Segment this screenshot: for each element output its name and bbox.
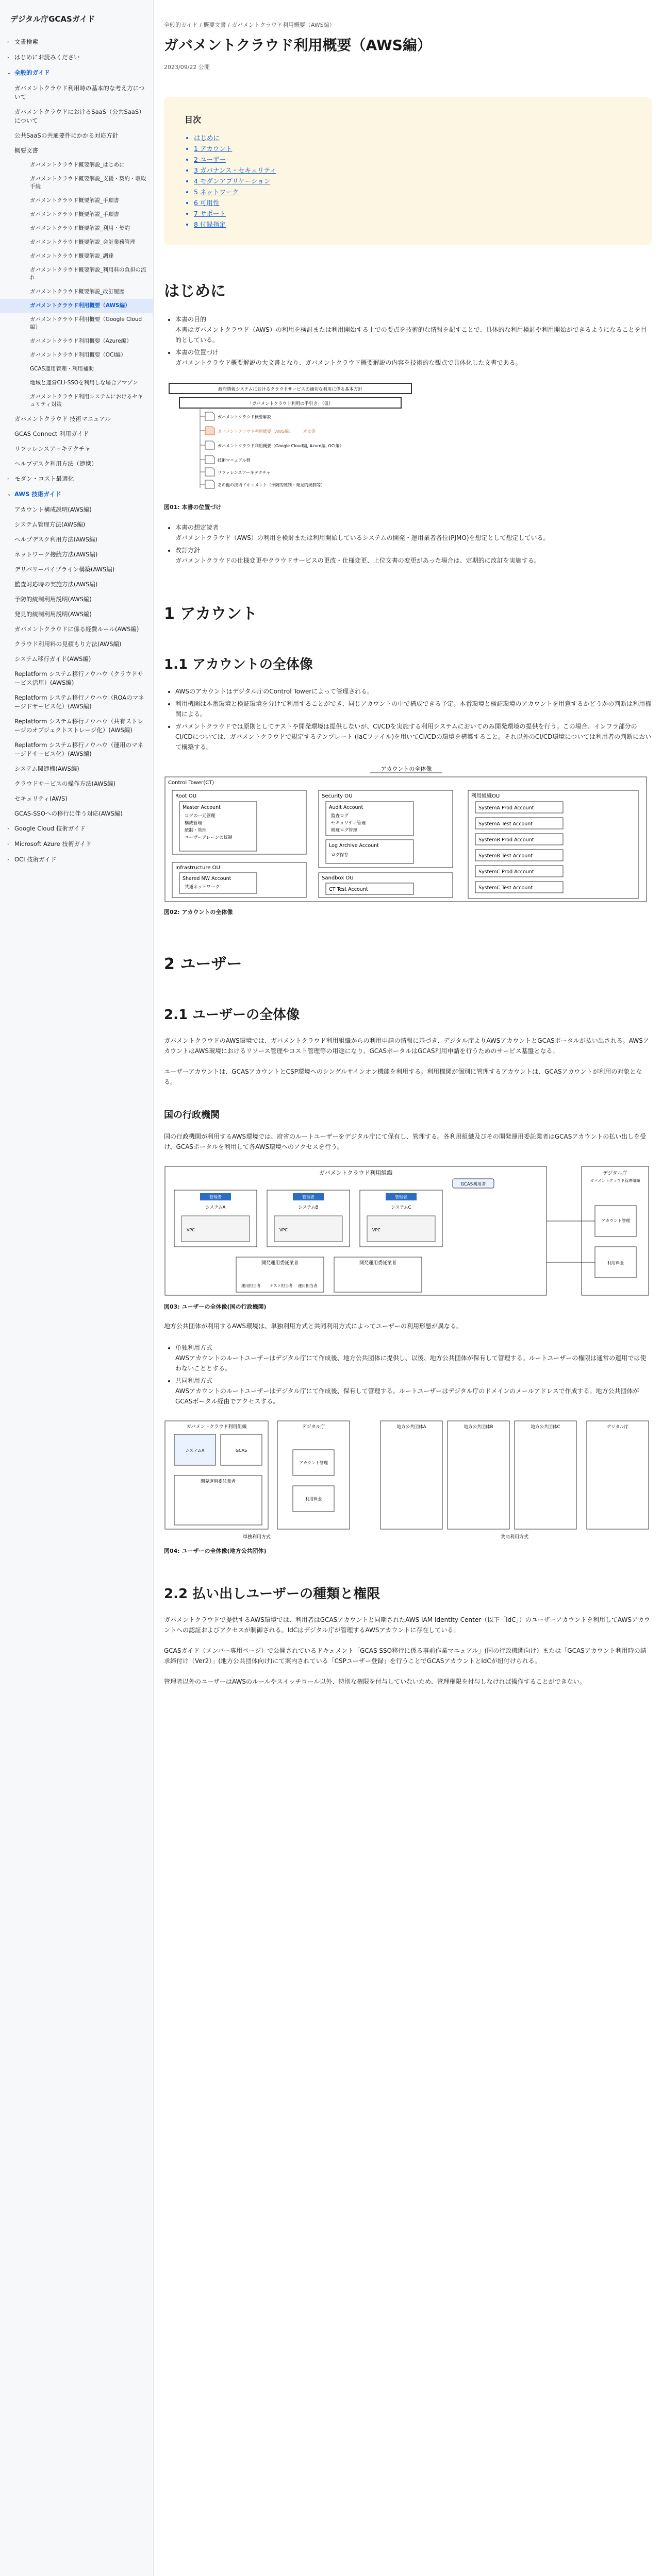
sidebar-item-label: ガバメントクラウド概要解説_会計業務管理 — [30, 239, 136, 245]
sidebar — [0, 0, 154, 2576]
svg-text:Shared NW Account: Shared NW Account — [183, 876, 231, 882]
bullet-title: 共同利用方式 — [175, 1377, 213, 1384]
chevron-down-icon: ⌄ — [7, 71, 11, 76]
admin-label: 管理者 — [302, 1195, 315, 1199]
bullet-desc: ガバメントクラウドの仕様変更やクラウドサービスの更改・仕様変更、上位文書の変更があった場合は、定期的に改訂を実施する。 — [175, 557, 540, 564]
toc-link[interactable]: • 1 アカウント — [194, 143, 631, 154]
user-gov-diagram — [164, 1164, 652, 1298]
sidebar-item-label: ガバメントクラウド概要解説_支援・契約・収取手続 — [30, 176, 146, 190]
chevron-right-icon: › — [7, 857, 9, 862]
figure-user-gov — [164, 1164, 652, 1298]
sidebar-item-label: GCAS-SSOへの移行に伴う対応(AWS編) — [14, 810, 123, 817]
sidebar-item[interactable] — [0, 592, 153, 607]
figure-caption: 図02: アカウントの全体像 — [164, 909, 233, 916]
svg-text:GCAS: GCAS — [235, 1448, 247, 1453]
paragraph: ユーザーアカウントは、GCASアカウントとCSP環境へのシングルサインオン機能を利用する。利用機関が個別に管理するアカウントは、GCASアカウントが利用の対象となる。 — [164, 1068, 642, 1086]
this-doc-marker: 本文書 — [303, 429, 316, 434]
paragraph: ガバメントクラウドのAWS環境では、ガバメントクラウド利用組織からの利用申請の情報に基づき、デジタル庁よりAWSアカウントとGCASポータルが払い出される。AWSアカウントはAWS環境におけるリソース管理やコスト管理等の用途になり、GCASポータルはGCAS利用申請を行うためのサービス基盤となる。 — [164, 1037, 649, 1055]
sidebar-item[interactable] — [0, 376, 153, 390]
sidebar-item[interactable] — [0, 35, 153, 50]
sidebar-item[interactable] — [0, 637, 153, 652]
sidebar-item[interactable] — [0, 456, 153, 471]
svg-text:アカウント管理: アカウント管理 — [601, 1218, 630, 1223]
svg-text:利用料金: 利用料金 — [607, 1261, 624, 1265]
sidebar-item[interactable] — [0, 348, 153, 362]
toc-link[interactable]: • 2 ユーザー — [194, 154, 631, 165]
toc-link[interactable]: • 7 サポート — [194, 208, 631, 219]
svg-text:Security OU: Security OU — [322, 793, 353, 799]
sidebar-item[interactable] — [0, 313, 153, 334]
sidebar-item-label: Replatform システム移行ノウハウ（運用のマネージドサービス化）(AWS編) — [14, 741, 143, 757]
sidebar-item[interactable] — [0, 263, 153, 285]
system-account-label: SystemC Test Account — [478, 885, 533, 891]
gov-heading: 国の行政機関 — [164, 1110, 220, 1121]
sidebar-item[interactable] — [0, 622, 153, 637]
sidebar-item[interactable] — [0, 776, 153, 791]
svg-text:地方公共団体C: 地方公共団体C — [531, 1425, 560, 1430]
admin-label: 管理者 — [395, 1195, 407, 1199]
sidebar-item-label: ガバメントクラウド概要解説_利用料の負担の流れ — [30, 267, 146, 281]
sidebar-item[interactable] — [0, 235, 153, 249]
svg-text:開発運用委託業者: 開発運用委託業者 — [359, 1261, 397, 1266]
svg-text:共通ネットワーク: 共通ネットワーク — [185, 885, 220, 890]
sidebar-item[interactable] — [0, 652, 153, 667]
list-item — [175, 522, 652, 543]
breadcrumb-separator: / — [227, 22, 232, 28]
sidebar-item[interactable] — [0, 105, 153, 128]
publish-date: 2023/09/22 公開 — [164, 64, 210, 71]
table-of-contents — [164, 97, 652, 245]
breadcrumb-current: ガバメントクラウド利用概要（AWS編） — [231, 22, 335, 28]
vendor-roles — [241, 1283, 318, 1288]
sidebar-item-label: クラウドサービスの操作方法(AWS編) — [14, 780, 115, 787]
sidebar-item-label: システム移行ガイド(AWS編) — [14, 655, 91, 663]
svg-text:地方公共団体B: 地方公共団体B — [464, 1425, 493, 1430]
sidebar-item[interactable] — [0, 487, 153, 502]
svg-text:デジタル庁: デジタル庁 — [603, 1171, 627, 1176]
sidebar-item-label: Google Cloud 技術ガイド — [14, 825, 86, 832]
sidebar-item-label: 発見的統制利用説明(AWS編) — [14, 611, 92, 618]
sidebar-item-label: システム管理方法(AWS編) — [14, 521, 86, 528]
system-account-label: SystemB Prod Account — [478, 837, 534, 843]
bullet-desc: 本書はガバメントクラウド（AWS）の利用を検討または利用開始する上での要点を技術的な情報を記すことで、具体的な利用検討や利用開始ができるようになることを目的としている。 — [175, 326, 647, 344]
role-label: 運用担当者 — [241, 1283, 261, 1288]
sidebar-item-label: ガバメントクラウド概要解説_調達 — [30, 253, 114, 259]
sidebar-item-label: GCAS運用管理・利用補助 — [30, 366, 94, 372]
svg-text:Master Account: Master Account — [183, 805, 221, 810]
svg-text:開発運用委託業者: 開発運用委託業者 — [200, 1479, 236, 1484]
sidebar-item[interactable] — [0, 222, 153, 235]
main-content — [164, 0, 652, 1687]
sidebar-item[interactable] — [0, 761, 153, 776]
sidebar-item-label: ガバメントクラウドにおけるSaaS（公共SaaS）について — [14, 108, 145, 124]
paragraph: 国の行政機関が利用するAWS環境では、府省のルートユーザーをデジタル庁にて保有し、管理する。各利用組織及びその開発運用委託業者はGCASアカウントの払い出しを受け、GCASポータルを利用して各AWS環境へのアクセスを行う。 — [164, 1133, 647, 1150]
figure-caption: 図03: ユーザーの全体像(国の行政機関) — [164, 1303, 267, 1310]
sidebar-item-label: 概要文書 — [14, 147, 38, 154]
site-title[interactable]: デジタル庁GCASガイド — [10, 14, 95, 24]
chevron-down-icon: ⌄ — [7, 492, 11, 497]
sidebar-item[interactable] — [0, 690, 153, 714]
intro-bullets — [175, 314, 652, 368]
svg-text:構成管理: 構成管理 — [185, 821, 203, 826]
sidebar-item-label: ガバメントクラウド利用概要（Azure編） — [30, 338, 132, 344]
vpc-label: VPC — [372, 1228, 380, 1232]
sidebar-item[interactable] — [0, 806, 153, 821]
system-label: システムB — [298, 1205, 319, 1210]
role-label: 運用担当者 — [298, 1283, 318, 1288]
sidebar-item-label: GCAS Connect 利用ガイド — [14, 430, 89, 437]
paragraph: 管理者以外のユーザーはAWSのルールやスイッチロール以外、特別な権限を付与していないため、管理権限を付与しなければ操作することができない。 — [164, 1678, 586, 1685]
sidebar-item-label: システム関連機(AWS編) — [14, 765, 79, 772]
paragraph: ガバメントクラウドで提供するAWS環境では、利用者はGCASアカウントと同期されたAWS IAM Identity Center（以下「IdC」）のユーザーアカウントを利用してAWSアカウントへの認証およびアクセスが制御される。IdCはデジタル庁が管理するAWSアカウントに存在している。 — [164, 1616, 650, 1634]
figure-account-overview — [164, 765, 652, 904]
sidebar-item[interactable] — [0, 158, 153, 172]
sidebar-item-label: 予防的統制利用説明(AWS編) — [14, 596, 92, 603]
svg-text:利用料金: 利用料金 — [305, 1497, 322, 1501]
svg-text:Root OU: Root OU — [175, 793, 197, 799]
sidebar-item[interactable] — [0, 143, 153, 158]
list-item — [175, 314, 652, 345]
doc-label: その他の技術ドキュメント（予防的統制・発見的統制等） — [218, 483, 325, 487]
svg-text:ログの一元管理: ログの一元管理 — [185, 814, 216, 819]
sidebar-item-label: AWS 技術ガイド — [14, 490, 61, 498]
section-heading-intro: はじめに — [164, 282, 226, 300]
page-title: ガバメントクラウド利用概要（AWS編） — [164, 37, 432, 54]
sidebar-nav — [0, 35, 153, 868]
system-account-label: SystemA Prod Account — [478, 805, 534, 811]
sidebar-item-label: Replatform システム移行ノウハウ（クラウドサービス活用）(AWS編) — [14, 670, 143, 686]
svg-text:GCAS利用者: GCAS利用者 — [460, 1182, 486, 1187]
bullet-desc: ガバメントクラウド（AWS）の利用を検討または利用開始しているシステムの開発・運用業者各位(PJMO)を想定として想定している。 — [175, 534, 550, 541]
list-item: • 利用機関は本番環境と検証環境を分けて利用することができ、同じアカウントの中で構成できる予定。本番環境と検証環境のアカウントを用意するかどうかの判断は利用機関による。 — [175, 699, 652, 719]
sidebar-item-label: ヘルプデスク利用方法(AWS編) — [14, 536, 97, 543]
basic-policy-label: 政府情報システムにおけるクラウドサービスの適切な利用に係る基本方針 — [218, 387, 362, 392]
toc-link[interactable]: • 3 ガバナンス・セキュリティ — [194, 165, 631, 176]
sidebar-item[interactable] — [0, 50, 153, 65]
svg-text:セキュリティ管理: セキュリティ管理 — [331, 821, 366, 826]
sidebar-item[interactable] — [0, 412, 153, 427]
sidebar-item-label: ガバメントクラウド利用概要（OCI編） — [30, 352, 126, 358]
doc-label-this: ガバメントクラウド利用概要（AWS編） — [218, 429, 293, 434]
sidebar-item-label: 公共SaaSの共通要件にかかる対応方針 — [14, 132, 119, 139]
breadcrumb-item[interactable]: 概要文書 — [203, 22, 226, 28]
sidebar-item[interactable] — [0, 285, 153, 299]
sidebar-item-label: ガバメントクラウド概要解説_はじめに — [30, 162, 125, 168]
sidebar-item[interactable] — [0, 821, 153, 837]
sidebar-item[interactable] — [0, 547, 153, 562]
sidebar-item[interactable] — [0, 362, 153, 376]
gov-system-group — [174, 1190, 257, 1247]
user-local-diagram — [164, 1419, 652, 1543]
list-item — [175, 1376, 652, 1406]
vpc-label: VPC — [279, 1228, 288, 1232]
local-bullets — [175, 1343, 652, 1406]
breadcrumb-item[interactable]: 全般的ガイド — [164, 22, 198, 28]
sidebar-item-label: Replatform システム移行ノウハウ（共有ストレージのオブジェクトストレージ化）(AWS編) — [14, 718, 143, 734]
toc-link[interactable]: • 8 付録指定 — [194, 219, 631, 230]
svg-text:開発運用委託業者: 開発運用委託業者 — [261, 1261, 299, 1266]
doc-position-diagram — [164, 380, 432, 499]
account-bullets — [175, 686, 652, 752]
sidebar-item-label: ガバメントクラウド概要解説_手順書 — [30, 211, 120, 217]
subsection-heading: 2.1 ユーザーの全体像 — [164, 1007, 300, 1023]
sidebar-item[interactable] — [0, 562, 153, 577]
chevron-right-icon: › — [7, 55, 9, 60]
chevron-right-icon: › — [7, 477, 9, 482]
bullet-title: 改訂方針 — [175, 547, 201, 554]
sidebar-item[interactable] — [0, 837, 153, 852]
subsection-heading: 2.2 払い出しユーザーの種類と権限 — [164, 1586, 380, 1602]
system-label: システムC — [391, 1205, 411, 1210]
role-label: テスト担当者 — [270, 1283, 293, 1288]
svg-text:ログ保存: ログ保存 — [331, 853, 349, 858]
doc-label: 技術マニュアル群 — [218, 458, 251, 463]
svg-text:ガバメントクラウド管理組織: ガバメントクラウド管理組織 — [590, 1178, 640, 1183]
toc-title: 目次 — [185, 115, 202, 125]
subsection-heading: 1.1 アカウントの全体像 — [164, 657, 313, 672]
list-item: • AWSのアカウントはデジタル庁のControl Towerによって管理される。 — [175, 686, 652, 697]
section-heading-user: 2 ユーザー — [164, 955, 242, 973]
sidebar-item[interactable] — [0, 852, 153, 868]
svg-text:デジタル庁: デジタル庁 — [607, 1425, 628, 1430]
sidebar-item-label: ガバメントクラウド利用システムにおけるセキュリティ対策 — [30, 394, 143, 408]
svg-text:システムA: システムA — [185, 1448, 205, 1453]
sidebar-item-label: ガバメントクラウド概要解説_改訂履歴 — [30, 289, 125, 295]
sidebar-item-label: セキュリティ(AWS) — [14, 795, 68, 802]
single-method-label: 単独利用方式 — [242, 1535, 271, 1540]
breadcrumb — [164, 0, 652, 29]
sidebar-item[interactable] — [0, 667, 153, 690]
paragraph: 地方公共団体が利用するAWS環境は、単独利用方式と共同利用方式によってユーザーの利用形態が異なる。 — [164, 1323, 463, 1330]
svg-text:CT Test Account: CT Test Account — [329, 887, 368, 892]
sidebar-item[interactable] — [0, 471, 153, 487]
sidebar-item-label: ガバメントクラウド概要解説_手順書 — [30, 197, 120, 204]
sidebar-item-label: モダン・コスト最適化 — [14, 475, 74, 482]
gov-systems — [174, 1190, 442, 1247]
sidebar-item-label: 全般的ガイド — [14, 69, 50, 76]
sidebar-item-label: ガバメントクラウドに係る経費ルール(AWS編) — [14, 625, 139, 633]
bullet-title: 本書の位置づけ — [175, 349, 219, 356]
svg-text:Infrastructure OU: Infrastructure OU — [175, 865, 220, 871]
guide-label: 「ガバメントクラウド利用の手引き」（仮） — [247, 401, 333, 406]
svg-text:地方公共団体A: 地方公共団体A — [396, 1425, 426, 1430]
chevron-right-icon: › — [7, 842, 9, 847]
svg-text:利用組織OU: 利用組織OU — [471, 793, 500, 799]
svg-text:Audit Account: Audit Account — [329, 805, 363, 810]
sidebar-item[interactable] — [0, 208, 153, 222]
toc-link[interactable]: • はじめに — [194, 132, 631, 143]
system-label: システムA — [205, 1205, 226, 1210]
sidebar-item-label: Microsoft Azure 技術ガイド — [14, 840, 92, 848]
toc-link[interactable]: • 4 モダンアプリケーション — [194, 176, 631, 187]
sidebar-item-label: 文書検索 — [14, 38, 38, 45]
sidebar-item-label: アカウント構成説明(AWS編) — [14, 506, 92, 513]
sidebar-item[interactable] — [0, 442, 153, 456]
breadcrumb-separator: / — [200, 22, 204, 28]
sidebar-item[interactable] — [0, 172, 153, 194]
sidebar-item-label: 監査対応時の実施方法(AWS編) — [14, 581, 98, 588]
account-diagram — [164, 765, 649, 904]
svg-text:アカウント管理: アカウント管理 — [299, 1461, 328, 1465]
sidebar-item[interactable] — [0, 334, 153, 348]
sidebar-item[interactable] — [0, 607, 153, 622]
list-item — [175, 1343, 652, 1374]
sidebar-item[interactable] — [0, 128, 153, 143]
svg-text:監査ログ: 監査ログ — [331, 814, 349, 819]
svg-text:Log Archive Account: Log Archive Account — [329, 843, 379, 849]
figure-caption: 図01: 本書の位置づけ — [164, 504, 222, 511]
svg-text:統制・管理: 統制・管理 — [185, 828, 207, 833]
admin-label: 管理者 — [209, 1195, 222, 1199]
sidebar-item[interactable] — [0, 427, 153, 442]
list-item: • ガバメントクラウドでは原則としてテストや開発環境は提供しないが、CI/CDを実施する利用システムにおいてのみ開発環境の提供を行う。この場合、インフラ部分のCI/CDについては、ガバメントクラウドで規定するテンプレート (IaCファイル)を用いてCI/CDの環境を構築すること。それ以外のCI/CD環境については利用者の判断において構築する。 — [175, 721, 652, 752]
sidebar-item-label: デリバリーパイプライン構築(AWS編) — [14, 566, 115, 573]
bullet-desc: AWSアカウントのルートユーザーはデジタル庁にて作成後、保有して管理する。ルートユーザーはデジタル庁のドメインのメールアドレスで作成する。地方公共団体がGCASポータル経由でアクセスする。 — [175, 1387, 639, 1405]
sidebar-item[interactable] — [0, 390, 153, 412]
doc-list — [200, 412, 344, 488]
sidebar-item-label: ガバメントクラウド概要解説_利用・契約 — [30, 225, 130, 231]
svg-text:検疫ログ管理: 検疫ログ管理 — [331, 828, 358, 833]
sidebar-item-label: Replatform システム移行ノウハウ（ROAのマネージドサービス化）(AWS編) — [14, 694, 144, 710]
list-item — [175, 545, 652, 566]
svg-text:デジタル庁: デジタル庁 — [302, 1425, 325, 1430]
doc-label: ガバメントクラウド利用概要（Google Cloud編, Azure編, OCI編） — [218, 444, 344, 448]
sidebar-item-label: ガバメントクラウド利用時の基本的な考え方について — [14, 84, 145, 100]
gov-system-group — [360, 1190, 442, 1247]
sidebar-item-label: ガバメントクラウド利用概要（AWS編） — [30, 302, 130, 309]
system-account-label: SystemA Test Account — [478, 821, 533, 827]
bullet-title: 本書の想定読者 — [175, 524, 219, 531]
sidebar-item-label: クラウド利用料の見積もり方法(AWS編) — [14, 640, 122, 648]
sidebar-item[interactable] — [0, 299, 153, 313]
paragraph: GCASガイド（メンバー専用ページ）で公開されているドキュメント「GCAS SSO移行に係る事前作業マニュアル」(国の行政機関向け）または「GCASアカウント利用時の請求締付け（Ver2）」(地方公共団体向け)にて案内されている「CSPユーザー登録」を行うことでGCASアカウントとIdCが紐付けられる。 — [164, 1647, 647, 1665]
sidebar-item[interactable] — [0, 502, 153, 517]
svg-text:ガバメントクラウド利用組織: ガバメントクラウド利用組織 — [319, 1170, 393, 1176]
sidebar-item[interactable] — [0, 517, 153, 532]
toc-link[interactable]: • 6 可用性 — [194, 197, 631, 208]
sidebar-item-label: ネットワーク接続方法(AWS編) — [14, 551, 98, 558]
bullet-title: 本書の目的 — [175, 316, 207, 323]
sidebar-item-label: ガバメントクラウド利用概要（Google Cloud編） — [30, 316, 142, 330]
svg-text:Sandbox OU: Sandbox OU — [322, 875, 354, 881]
chevron-right-icon: › — [7, 40, 9, 45]
svg-text:Control Tower(CT): Control Tower(CT) — [168, 780, 214, 786]
svg-text:ガバメントクラウド利用組織: ガバメントクラウド利用組織 — [186, 1425, 247, 1430]
sidebar-item[interactable] — [0, 65, 153, 81]
sidebar-item[interactable] — [0, 577, 153, 592]
sidebar-item-label: はじめにお読みください — [14, 54, 80, 61]
sidebar-item-label: ガバメントクラウド 技術マニュアル — [14, 415, 111, 422]
vpc-label: VPC — [187, 1228, 195, 1232]
sidebar-item[interactable] — [0, 81, 153, 105]
doc-label: リファレンスアーキテクチャ — [218, 470, 271, 475]
system-account-label: SystemC Prod Account — [478, 869, 534, 875]
sidebar-item-label: リファレンスアーキテクチャ — [14, 445, 91, 452]
figure-title: アカウントの全体像 — [380, 766, 432, 772]
section-heading-account: 1 アカウント — [164, 605, 258, 623]
sidebar-item[interactable] — [0, 194, 153, 208]
sidebar-item[interactable] — [0, 738, 153, 761]
sidebar-item[interactable] — [0, 532, 153, 547]
sidebar-item-label: 地域と運営CLI-SSOを利用しな場合アマゾン — [30, 380, 138, 386]
figure-user-local — [164, 1419, 652, 1543]
bullet-desc: ガバメントクラウド概要解説の大文書となり、ガバメントクラウド概要解説の内容を技術的な観点で具体化した文書である。 — [175, 359, 522, 366]
toc-list — [194, 132, 631, 230]
figure-doc-position — [164, 380, 652, 499]
sidebar-item[interactable] — [0, 714, 153, 738]
chevron-right-icon: › — [7, 826, 9, 832]
svg-text:ユーザープレーンの統制: ユーザープレーンの統制 — [185, 835, 233, 840]
figure-caption: 図04: ユーザーの全体像(地方公共団体) — [164, 1548, 267, 1554]
sidebar-item-label: ヘルプデスク利用方法（連携） — [14, 460, 97, 467]
bullet-title: 単独利用方式 — [175, 1344, 213, 1351]
list-item — [175, 347, 652, 368]
toc-link[interactable]: • 5 ネットワーク — [194, 187, 631, 197]
system-account-label: SystemB Test Account — [478, 853, 533, 859]
intro-bullets-2 — [175, 522, 652, 566]
bullet-desc: AWSアカウントのルートユーザーはデジタル庁にて作成後、地方公共団体に提供し、以後、地方公共団体が保有して管理する。ルートユーザーの権限は通常の運用では使わないこととする。 — [175, 1354, 647, 1372]
doc-label: ガバメントクラウド概要解説 — [218, 415, 271, 419]
gov-system-group — [267, 1190, 350, 1247]
sidebar-item[interactable] — [0, 249, 153, 263]
shared-method-label: 共同利用方式 — [500, 1535, 529, 1540]
sidebar-item[interactable] — [0, 791, 153, 806]
sidebar-item-label: OCI 技術ガイド — [14, 856, 57, 863]
